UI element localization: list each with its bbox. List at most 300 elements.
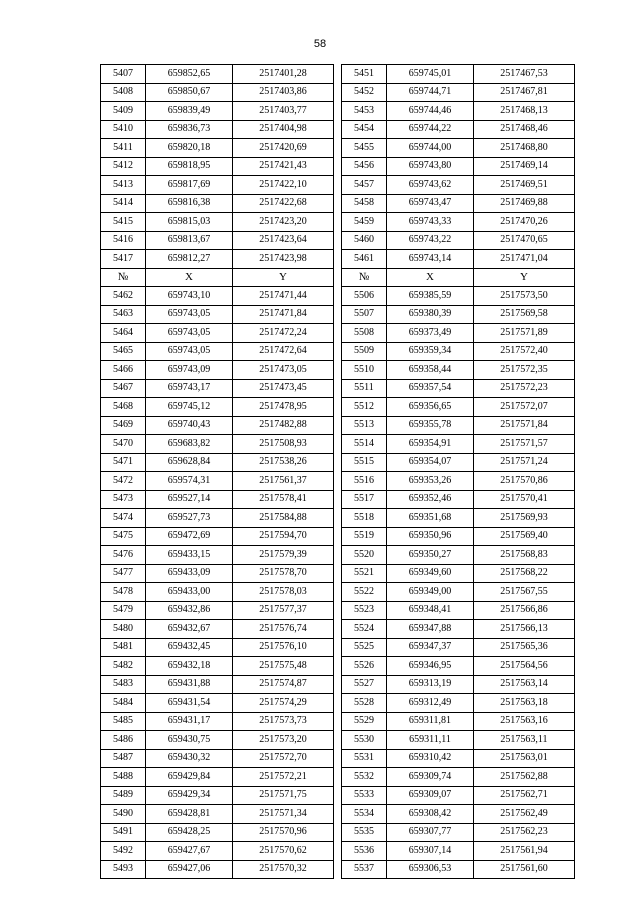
table-row [101, 120, 575, 139]
y-coordinate-cell: 2517572,07 [474, 398, 575, 417]
x-coordinate-cell: 659431,88 [146, 675, 233, 694]
y-coordinate-cell: 2517422,10 [233, 176, 334, 195]
column-gap [334, 250, 342, 269]
point-number-cell: 5532 [342, 768, 387, 787]
x-coordinate-cell: 659745,01 [387, 65, 474, 84]
table-row [101, 435, 575, 454]
point-number-cell: 5521 [342, 564, 387, 583]
column-gap [334, 546, 342, 565]
point-number-cell: 5537 [342, 860, 387, 879]
point-number-cell: 5456 [342, 157, 387, 176]
x-coordinate-cell: 659815,03 [146, 213, 233, 232]
x-coordinate-cell: 659744,71 [387, 83, 474, 102]
point-number-cell: 5509 [342, 342, 387, 361]
column-gap [334, 490, 342, 509]
y-coordinate-cell: 2517420,69 [233, 139, 334, 158]
table-row [101, 287, 575, 306]
table-row [101, 601, 575, 620]
x-coordinate-cell: 659350,27 [387, 546, 474, 565]
x-coordinate-cell: 659312,49 [387, 694, 474, 713]
y-coordinate-cell: 2517572,40 [474, 342, 575, 361]
column-gap [334, 139, 342, 158]
y-coordinate-cell: 2517570,41 [474, 490, 575, 509]
x-coordinate-cell: 659839,49 [146, 102, 233, 121]
table-row [101, 805, 575, 824]
x-coordinate-cell: 659743,05 [146, 305, 233, 324]
column-gap [334, 472, 342, 491]
y-coordinate-cell: 2517508,93 [233, 435, 334, 454]
point-number-cell: 5467 [101, 379, 146, 398]
point-number-cell: 5535 [342, 823, 387, 842]
x-coordinate-cell: 659428,25 [146, 823, 233, 842]
y-coordinate-cell: 2517472,64 [233, 342, 334, 361]
y-coordinate-cell: 2517423,98 [233, 250, 334, 269]
table-row [101, 379, 575, 398]
column-gap [334, 398, 342, 417]
x-coordinate-cell: 659356,65 [387, 398, 474, 417]
table-row [101, 583, 575, 602]
x-coordinate-cell: 659628,84 [146, 453, 233, 472]
x-coordinate-cell: 659743,22 [387, 231, 474, 250]
y-coordinate-cell: 2517538,26 [233, 453, 334, 472]
column-gap [334, 324, 342, 343]
y-coordinate-cell: 2517571,75 [233, 786, 334, 805]
point-number-cell: 5409 [101, 102, 146, 121]
y-coordinate-cell: 2517562,49 [474, 805, 575, 824]
point-number-cell: 5518 [342, 509, 387, 528]
point-number-cell: 5462 [101, 287, 146, 306]
column-gap [334, 65, 342, 84]
table-row [101, 712, 575, 731]
table-row [101, 749, 575, 768]
point-number-cell: 5489 [101, 786, 146, 805]
column-gap [334, 268, 342, 287]
x-coordinate-cell: 659743,14 [387, 250, 474, 269]
point-number-cell: 5465 [101, 342, 146, 361]
x-coordinate-cell: 659431,54 [146, 694, 233, 713]
point-number-cell: 5522 [342, 583, 387, 602]
table-row [101, 250, 575, 269]
table-row [101, 768, 575, 787]
point-number-cell: 5452 [342, 83, 387, 102]
y-coordinate-cell: 2517563,01 [474, 749, 575, 768]
table-row [101, 842, 575, 861]
x-coordinate-cell: 659373,49 [387, 324, 474, 343]
y-coordinate-cell: 2517468,13 [474, 102, 575, 121]
table-row [101, 139, 575, 158]
y-coordinate-cell: 2517469,51 [474, 176, 575, 195]
column-gap [334, 842, 342, 861]
table-row [101, 860, 575, 879]
y-coordinate-cell: 2517568,22 [474, 564, 575, 583]
table-row [101, 509, 575, 528]
point-number-cell: 5466 [101, 361, 146, 380]
x-coordinate-cell: 659744,00 [387, 139, 474, 158]
x-coordinate-cell: 659354,91 [387, 435, 474, 454]
point-number-cell: 5528 [342, 694, 387, 713]
table-row [101, 564, 575, 583]
column-gap [334, 435, 342, 454]
x-coordinate-cell: 659380,39 [387, 305, 474, 324]
x-coordinate-cell: 659850,67 [146, 83, 233, 102]
point-number-cell: 5520 [342, 546, 387, 565]
y-coordinate-cell: 2517569,93 [474, 509, 575, 528]
y-coordinate-cell: 2517470,65 [474, 231, 575, 250]
x-coordinate-cell: 659743,05 [146, 342, 233, 361]
point-number-cell: 5408 [101, 83, 146, 102]
x-coordinate-cell: 659432,86 [146, 601, 233, 620]
point-number-cell: 5481 [101, 638, 146, 657]
y-coordinate-cell: 2517562,88 [474, 768, 575, 787]
column-gap [334, 675, 342, 694]
y-coordinate-cell: 2517403,86 [233, 83, 334, 102]
x-coordinate-cell: 659348,41 [387, 601, 474, 620]
point-number-cell: 5478 [101, 583, 146, 602]
x-coordinate-cell: 659743,33 [387, 213, 474, 232]
y-coordinate-cell: 2517573,73 [233, 712, 334, 731]
table-row [101, 731, 575, 750]
column-gap [334, 583, 342, 602]
point-number-cell: 5457 [342, 176, 387, 195]
header-y: Y [474, 268, 575, 287]
x-coordinate-cell: 659431,17 [146, 712, 233, 731]
y-coordinate-cell: 2517573,50 [474, 287, 575, 306]
x-coordinate-cell: 659527,14 [146, 490, 233, 509]
table-header-row [101, 268, 575, 287]
y-coordinate-cell: 2517468,46 [474, 120, 575, 139]
x-coordinate-cell: 659820,18 [146, 139, 233, 158]
y-coordinate-cell: 2517578,70 [233, 564, 334, 583]
x-coordinate-cell: 659433,09 [146, 564, 233, 583]
y-coordinate-cell: 2517575,48 [233, 657, 334, 676]
y-coordinate-cell: 2517563,16 [474, 712, 575, 731]
point-number-cell: 5453 [342, 102, 387, 121]
x-coordinate-cell: 659313,19 [387, 675, 474, 694]
x-coordinate-cell: 659359,34 [387, 342, 474, 361]
y-coordinate-cell: 2517571,57 [474, 435, 575, 454]
x-coordinate-cell: 659357,54 [387, 379, 474, 398]
x-coordinate-cell: 659836,73 [146, 120, 233, 139]
y-coordinate-cell: 2517570,86 [474, 472, 575, 491]
point-number-cell: 5460 [342, 231, 387, 250]
y-coordinate-cell: 2517563,14 [474, 675, 575, 694]
table-row [101, 823, 575, 842]
table-row [101, 453, 575, 472]
x-coordinate-cell: 659347,37 [387, 638, 474, 657]
column-gap [334, 83, 342, 102]
table-row [101, 490, 575, 509]
table-row [101, 213, 575, 232]
point-number-cell: 5512 [342, 398, 387, 417]
table-row [101, 176, 575, 195]
x-coordinate-cell: 659309,74 [387, 768, 474, 787]
point-number-cell: 5480 [101, 620, 146, 639]
table-row [101, 65, 575, 84]
table-row [101, 527, 575, 546]
y-coordinate-cell: 2517469,14 [474, 157, 575, 176]
column-gap [334, 823, 342, 842]
point-number-cell: 5488 [101, 768, 146, 787]
point-number-cell: 5471 [101, 453, 146, 472]
point-number-cell: 5482 [101, 657, 146, 676]
y-coordinate-cell: 2517473,45 [233, 379, 334, 398]
point-number-cell: 5475 [101, 527, 146, 546]
y-coordinate-cell: 2517473,05 [233, 361, 334, 380]
y-coordinate-cell: 2517570,96 [233, 823, 334, 842]
table-row [101, 194, 575, 213]
point-number-cell: 5529 [342, 712, 387, 731]
header-x: X [387, 268, 474, 287]
y-coordinate-cell: 2517571,34 [233, 805, 334, 824]
y-coordinate-cell: 2517482,88 [233, 416, 334, 435]
point-number-cell: 5470 [101, 435, 146, 454]
y-coordinate-cell: 2517569,58 [474, 305, 575, 324]
x-coordinate-cell: 659432,45 [146, 638, 233, 657]
y-coordinate-cell: 2517577,37 [233, 601, 334, 620]
y-coordinate-cell: 2517572,35 [474, 361, 575, 380]
point-number-cell: 5417 [101, 250, 146, 269]
point-number-cell: 5412 [101, 157, 146, 176]
column-gap [334, 786, 342, 805]
x-coordinate-cell: 659574,31 [146, 472, 233, 491]
x-coordinate-cell: 659354,07 [387, 453, 474, 472]
x-coordinate-cell: 659346,95 [387, 657, 474, 676]
x-coordinate-cell: 659349,00 [387, 583, 474, 602]
column-gap [334, 416, 342, 435]
x-coordinate-cell: 659743,80 [387, 157, 474, 176]
x-coordinate-cell: 659358,44 [387, 361, 474, 380]
y-coordinate-cell: 2517401,28 [233, 65, 334, 84]
point-number-cell: 5492 [101, 842, 146, 861]
y-coordinate-cell: 2517566,86 [474, 601, 575, 620]
y-coordinate-cell: 2517421,43 [233, 157, 334, 176]
table-row [101, 398, 575, 417]
x-coordinate-cell: 659307,77 [387, 823, 474, 842]
table-row [101, 342, 575, 361]
x-coordinate-cell: 659743,05 [146, 324, 233, 343]
table-row [101, 231, 575, 250]
column-gap [334, 860, 342, 879]
column-gap [334, 305, 342, 324]
table-row [101, 786, 575, 805]
point-number-cell: 5531 [342, 749, 387, 768]
point-number-cell: 5476 [101, 546, 146, 565]
x-coordinate-cell: 659311,11 [387, 731, 474, 750]
x-coordinate-cell: 659743,10 [146, 287, 233, 306]
x-coordinate-cell: 659683,82 [146, 435, 233, 454]
y-coordinate-cell: 2517572,23 [474, 379, 575, 398]
point-number-cell: 5455 [342, 139, 387, 158]
point-number-cell: 5414 [101, 194, 146, 213]
y-coordinate-cell: 2517403,77 [233, 102, 334, 121]
table-row [101, 620, 575, 639]
x-coordinate-cell: 659307,14 [387, 842, 474, 861]
y-coordinate-cell: 2517469,88 [474, 194, 575, 213]
y-coordinate-cell: 2517574,29 [233, 694, 334, 713]
x-coordinate-cell: 659743,62 [387, 176, 474, 195]
point-number-cell: 5463 [101, 305, 146, 324]
column-gap [334, 120, 342, 139]
column-gap [334, 731, 342, 750]
column-gap [334, 749, 342, 768]
point-number-cell: 5487 [101, 749, 146, 768]
point-number-cell: 5510 [342, 361, 387, 380]
y-coordinate-cell: 2517570,62 [233, 842, 334, 861]
y-coordinate-cell: 2517422,68 [233, 194, 334, 213]
y-coordinate-cell: 2517478,95 [233, 398, 334, 417]
table-row [101, 83, 575, 102]
y-coordinate-cell: 2517576,74 [233, 620, 334, 639]
table-row [101, 546, 575, 565]
column-gap [334, 231, 342, 250]
x-coordinate-cell: 659743,09 [146, 361, 233, 380]
point-number-cell: 5454 [342, 120, 387, 139]
y-coordinate-cell: 2517561,94 [474, 842, 575, 861]
point-number-cell: 5411 [101, 139, 146, 158]
header-number: № [101, 268, 146, 287]
point-number-cell: 5410 [101, 120, 146, 139]
header-number: № [342, 268, 387, 287]
x-coordinate-cell: 659816,38 [146, 194, 233, 213]
x-coordinate-cell: 659349,60 [387, 564, 474, 583]
point-number-cell: 5413 [101, 176, 146, 195]
point-number-cell: 5530 [342, 731, 387, 750]
point-number-cell: 5536 [342, 842, 387, 861]
column-gap [334, 213, 342, 232]
y-coordinate-cell: 2517572,21 [233, 768, 334, 787]
table-row [101, 416, 575, 435]
header-x: X [146, 268, 233, 287]
point-number-cell: 5451 [342, 65, 387, 84]
x-coordinate-cell: 659744,22 [387, 120, 474, 139]
x-coordinate-cell: 659527,73 [146, 509, 233, 528]
x-coordinate-cell: 659817,69 [146, 176, 233, 195]
table-row [101, 324, 575, 343]
y-coordinate-cell: 2517574,87 [233, 675, 334, 694]
y-coordinate-cell: 2517404,98 [233, 120, 334, 139]
y-coordinate-cell: 2517471,84 [233, 305, 334, 324]
column-gap [334, 601, 342, 620]
point-number-cell: 5527 [342, 675, 387, 694]
x-coordinate-cell: 659740,43 [146, 416, 233, 435]
x-coordinate-cell: 659472,69 [146, 527, 233, 546]
point-number-cell: 5474 [101, 509, 146, 528]
point-number-cell: 5515 [342, 453, 387, 472]
point-number-cell: 5523 [342, 601, 387, 620]
x-coordinate-cell: 659433,15 [146, 546, 233, 565]
x-coordinate-cell: 659353,26 [387, 472, 474, 491]
column-gap [334, 194, 342, 213]
point-number-cell: 5469 [101, 416, 146, 435]
x-coordinate-cell: 659813,67 [146, 231, 233, 250]
x-coordinate-cell: 659427,67 [146, 842, 233, 861]
point-number-cell: 5472 [101, 472, 146, 491]
table-row [101, 638, 575, 657]
point-number-cell: 5407 [101, 65, 146, 84]
table-row [101, 157, 575, 176]
table-row [101, 657, 575, 676]
y-coordinate-cell: 2517579,39 [233, 546, 334, 565]
x-coordinate-cell: 659311,81 [387, 712, 474, 731]
y-coordinate-cell: 2517569,40 [474, 527, 575, 546]
x-coordinate-cell: 659308,42 [387, 805, 474, 824]
y-coordinate-cell: 2517564,56 [474, 657, 575, 676]
table-row [101, 675, 575, 694]
point-number-cell: 5526 [342, 657, 387, 676]
y-coordinate-cell: 2517561,37 [233, 472, 334, 491]
x-coordinate-cell: 659432,67 [146, 620, 233, 639]
column-gap [334, 342, 342, 361]
y-coordinate-cell: 2517594,70 [233, 527, 334, 546]
column-gap [334, 805, 342, 824]
x-coordinate-cell: 659433,00 [146, 583, 233, 602]
y-coordinate-cell: 2517561,60 [474, 860, 575, 879]
y-coordinate-cell: 2517472,24 [233, 324, 334, 343]
x-coordinate-cell: 659743,17 [146, 379, 233, 398]
column-gap [334, 620, 342, 639]
point-number-cell: 5416 [101, 231, 146, 250]
point-number-cell: 5479 [101, 601, 146, 620]
table-row [101, 472, 575, 491]
point-number-cell: 5524 [342, 620, 387, 639]
y-coordinate-cell: 2517471,04 [474, 250, 575, 269]
x-coordinate-cell: 659427,06 [146, 860, 233, 879]
column-gap [334, 287, 342, 306]
y-coordinate-cell: 2517468,80 [474, 139, 575, 158]
y-coordinate-cell: 2517573,20 [233, 731, 334, 750]
point-number-cell: 5477 [101, 564, 146, 583]
point-number-cell: 5485 [101, 712, 146, 731]
column-gap [334, 157, 342, 176]
point-number-cell: 5483 [101, 675, 146, 694]
y-coordinate-cell: 2517578,41 [233, 490, 334, 509]
point-number-cell: 5534 [342, 805, 387, 824]
point-number-cell: 5516 [342, 472, 387, 491]
x-coordinate-cell: 659347,88 [387, 620, 474, 639]
column-gap [334, 361, 342, 380]
column-gap [334, 694, 342, 713]
point-number-cell: 5507 [342, 305, 387, 324]
column-gap [334, 712, 342, 731]
x-coordinate-cell: 659743,47 [387, 194, 474, 213]
point-number-cell: 5490 [101, 805, 146, 824]
page-number: 58 [313, 38, 327, 50]
y-coordinate-cell: 2517568,83 [474, 546, 575, 565]
column-gap [334, 379, 342, 398]
y-coordinate-cell: 2517584,88 [233, 509, 334, 528]
point-number-cell: 5458 [342, 194, 387, 213]
y-coordinate-cell: 2517423,20 [233, 213, 334, 232]
x-coordinate-cell: 659429,84 [146, 768, 233, 787]
header-y: Y [233, 268, 334, 287]
point-number-cell: 5508 [342, 324, 387, 343]
column-gap [334, 453, 342, 472]
point-number-cell: 5468 [101, 398, 146, 417]
point-number-cell: 5473 [101, 490, 146, 509]
x-coordinate-cell: 659852,65 [146, 65, 233, 84]
y-coordinate-cell: 2517566,13 [474, 620, 575, 639]
y-coordinate-cell: 2517571,24 [474, 453, 575, 472]
x-coordinate-cell: 659350,96 [387, 527, 474, 546]
point-number-cell: 5491 [101, 823, 146, 842]
y-coordinate-cell: 2517576,10 [233, 638, 334, 657]
table-row [101, 361, 575, 380]
point-number-cell: 5493 [101, 860, 146, 879]
point-number-cell: 5519 [342, 527, 387, 546]
y-coordinate-cell: 2517423,64 [233, 231, 334, 250]
column-gap [334, 564, 342, 583]
x-coordinate-cell: 659355,78 [387, 416, 474, 435]
